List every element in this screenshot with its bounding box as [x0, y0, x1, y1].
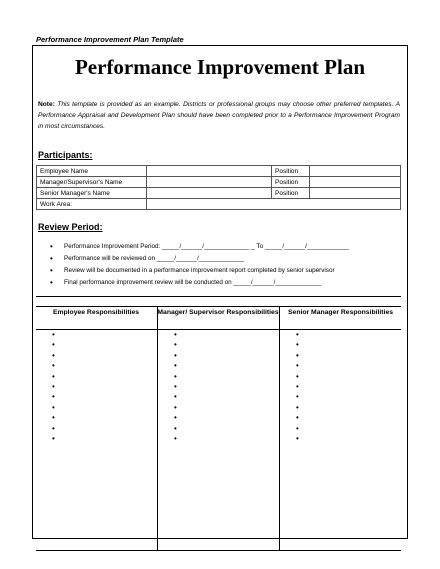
- bullet-item[interactable]: •: [174, 423, 177, 433]
- bullet-item[interactable]: •: [296, 330, 299, 339]
- bullet-item[interactable]: •: [174, 371, 177, 381]
- note-text: This template is provided as an example. Districts or professional groups may choose other preferred templates. A Performance Appraisal and Development Plan should have been completed prior to a Performance Improvement Program in most circumstances.: [38, 101, 400, 130]
- bullet-item[interactable]: •: [296, 361, 299, 371]
- bullet-item[interactable]: •: [174, 433, 177, 443]
- bullet-list[interactable]: [157, 330, 279, 444]
- template-header-label: Performance Improvement Plan Template: [36, 35, 184, 44]
- review-period-heading: Review Period:: [38, 222, 103, 232]
- bullet-item[interactable]: •: [174, 350, 177, 360]
- bullet-item[interactable]: •: [52, 392, 55, 402]
- work-area-label: Work Area:: [37, 199, 147, 210]
- responsibilities-table: [36, 306, 401, 552]
- bullet-item[interactable]: •: [174, 381, 177, 391]
- bullet-item[interactable]: •: [174, 340, 177, 350]
- bullet-list[interactable]: [280, 330, 401, 444]
- bullet-item[interactable]: •: [52, 350, 55, 360]
- list-item: • Performance will be reviewed on _____/______/_____________: [50, 253, 349, 265]
- bullet-item[interactable]: •: [296, 350, 299, 360]
- bullet-item[interactable]: •: [52, 381, 55, 391]
- list-item: • Review will be documented in a performance improvement report completed by senior supervisor: [50, 265, 349, 277]
- participants-heading: Participants:: [38, 150, 93, 160]
- position-label: Position: [272, 188, 310, 199]
- review-period-list: [50, 241, 349, 289]
- table-row: [37, 199, 401, 210]
- list-item: • Performance Improvement Period: _____/______/_____________ _ To _____/______/____________: [50, 241, 349, 253]
- participant-label: Manager/Supervisor's Name: [37, 177, 147, 188]
- list-item: • Final performance improvement review will be conducted on _____/______/_____________: [50, 277, 349, 289]
- note-label: Note:: [38, 101, 55, 108]
- bullet-item[interactable]: •: [296, 340, 299, 350]
- column-heading: Manager/ Supervisor Responsibilities: [157, 309, 279, 316]
- manager-responsibilities-column: [157, 306, 279, 552]
- participants-table: [36, 165, 401, 210]
- bullet-item[interactable]: •: [52, 423, 55, 433]
- bullet-item[interactable]: •: [52, 361, 55, 371]
- column-heading: Employee Responsibilities: [52, 309, 140, 316]
- participant-label: Senior Manager's Name: [37, 188, 147, 199]
- bullet-item[interactable]: •: [296, 433, 299, 443]
- bullet-item[interactable]: •: [52, 413, 55, 423]
- work-area-field[interactable]: [147, 199, 401, 210]
- table-row: [37, 166, 401, 177]
- bullet-item[interactable]: •: [296, 371, 299, 381]
- table-row: [37, 177, 401, 188]
- bullet-item[interactable]: •: [52, 433, 55, 443]
- page-title: Performance Improvement Plan: [74, 55, 366, 79]
- bullet-item[interactable]: •: [296, 413, 299, 423]
- senior-manager-responsibilities-column: [280, 306, 401, 552]
- bullet-item[interactable]: •: [296, 392, 299, 402]
- position-label: Position: [272, 166, 310, 177]
- table-row: [37, 188, 401, 199]
- bullet-item[interactable]: •: [174, 413, 177, 423]
- note-paragraph: [38, 99, 400, 132]
- section-divider: [36, 296, 401, 297]
- bullet-item[interactable]: •: [174, 361, 177, 371]
- bullet-item[interactable]: •: [52, 402, 55, 412]
- bullet-item[interactable]: •: [296, 402, 299, 412]
- bullet-item[interactable]: •: [52, 330, 55, 339]
- participant-label: Employee Name: [37, 166, 147, 177]
- position-label: Position: [272, 177, 310, 188]
- participant-value-field[interactable]: [147, 188, 272, 199]
- position-value-field[interactable]: [310, 177, 401, 188]
- bullet-item[interactable]: •: [296, 381, 299, 391]
- bullet-item[interactable]: •: [174, 402, 177, 412]
- participant-value-field[interactable]: [147, 177, 272, 188]
- employee-responsibilities-column: [36, 306, 156, 552]
- bullet-item[interactable]: •: [52, 340, 55, 350]
- position-value-field[interactable]: [310, 188, 401, 199]
- bullet-item[interactable]: •: [296, 423, 299, 433]
- bullet-item[interactable]: •: [52, 371, 55, 381]
- bullet-item[interactable]: •: [174, 392, 177, 402]
- bullet-list[interactable]: [36, 330, 156, 444]
- column-heading: Senior Manager Responsibilities: [288, 309, 393, 316]
- participant-value-field[interactable]: [147, 166, 272, 177]
- position-value-field[interactable]: [310, 166, 401, 177]
- bullet-item[interactable]: •: [174, 330, 177, 339]
